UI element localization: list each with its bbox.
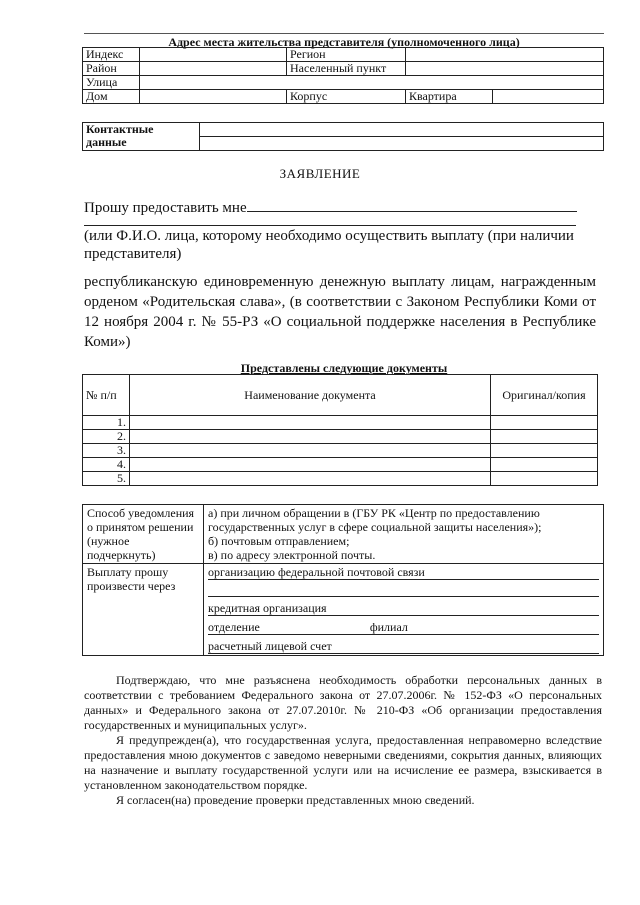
options-table — [82, 504, 604, 656]
apartment-label: Квартира — [406, 90, 493, 104]
row-number: 3. — [83, 444, 130, 458]
pay-account-line[interactable] — [208, 639, 599, 654]
contacts-label — [83, 123, 200, 151]
pay-branch-line[interactable] — [208, 620, 599, 635]
house-field[interactable] — [140, 90, 287, 104]
district-label: Район — [83, 62, 140, 76]
contacts-field-1[interactable] — [200, 123, 604, 137]
document-name-cell[interactable] — [130, 472, 491, 486]
col-type-header: Оригинал/копия — [491, 375, 598, 416]
statement-title: ЗАЯВЛЕНИЕ — [279, 166, 361, 181]
document-type-cell[interactable] — [491, 458, 598, 472]
document-name-cell[interactable] — [130, 458, 491, 472]
col-name-header: Наименование документа — [130, 375, 491, 416]
documents-title: Представлены следующие документы — [240, 361, 448, 375]
recipient-name-field[interactable] — [247, 197, 577, 212]
table-row — [83, 430, 598, 444]
contacts-table — [82, 122, 604, 151]
notify-label: Способ уведомления о принятом решении (нужное подчеркнуть) — [83, 505, 204, 564]
district-field[interactable] — [140, 62, 287, 76]
contacts-field-2[interactable] — [200, 137, 604, 151]
documents-table — [82, 374, 598, 486]
pay-credit-label: кредитная организация — [208, 601, 327, 615]
row-number: 2. — [83, 430, 130, 444]
pay-credit-line[interactable] — [208, 601, 599, 616]
consent-paragraph-3: Я согласен(на) проведение проверки представленных мною сведений. — [116, 793, 475, 807]
consent-paragraph-1: Подтверждаю, что мне разъяснена необходимость обработки персональных данных в соответствии с требованием Федерального закона от 27.07.2006г. № 152-ФЗ «О персональных данных» и Федерального закона от 27.07.2010г. № 210-ФЗ «Об организации предоставления государственных и муниципальных услуг». — [84, 673, 602, 732]
document-type-cell[interactable] — [491, 430, 598, 444]
consent-paragraph-2: Я предупрежден(а), что государственная услуга, предоставленная неправомерно вследствие предоставления мною документов с заведомо неверными сведениями, сокрытия данных, влияющих на назначение и выплату государственной услуги или на исчисление ее размера, взыскивается в установленном законодательством порядке. — [84, 733, 602, 792]
document-type-cell[interactable] — [491, 416, 598, 430]
street-label: Улица — [83, 76, 140, 90]
table-row — [83, 472, 598, 486]
index-label: Индекс — [83, 48, 140, 62]
region-label: Регион — [287, 48, 406, 62]
payment-description: республиканскую единовременную денежную выплату лицам, награжденным орденом «Родительская слава», (в соответствии с Законом Республики Коми от 12 ноября 2004 г. № 55-РЗ «О социальной поддержке населения в Республике Коми») — [84, 274, 596, 350]
address-section-title: Адрес места жительства представителя (уполномоченного лица) — [84, 33, 604, 50]
contacts-label-line2: данные — [86, 135, 127, 149]
col-number-header: № п/п — [83, 375, 130, 416]
document-type-cell[interactable] — [491, 472, 598, 486]
contacts-label-line1: Контактные — [86, 122, 154, 136]
pay-label: Выплату прошу произвести через — [83, 564, 204, 656]
pay-filial-label: филиал — [369, 620, 408, 634]
apartment-field[interactable] — [493, 90, 604, 104]
building-label: Корпус — [287, 90, 406, 104]
table-row — [83, 444, 598, 458]
pay-blank-line[interactable] — [208, 584, 599, 597]
notify-option-b[interactable]: б) почтовым отправлением; — [208, 534, 350, 548]
row-number: 1. — [83, 416, 130, 430]
recipient-name-line2[interactable] — [84, 224, 576, 226]
index-field[interactable] — [140, 48, 287, 62]
request-line — [84, 197, 577, 217]
document-name-cell[interactable] — [130, 430, 491, 444]
document-type-cell[interactable] — [491, 444, 598, 458]
locality-label: Населенный пункт — [287, 62, 406, 76]
request-label: Прошу предоставить мне — [84, 200, 247, 216]
address-table — [82, 47, 604, 104]
locality-field[interactable] — [406, 62, 604, 76]
notify-option-a[interactable]: а) при личном обращении в (ГБУ РК «Центр по предоставлению государственных услуг в сфере социальной защиты населения»); — [208, 506, 542, 534]
notify-option-c[interactable]: в) по адресу электронной почты. — [208, 548, 376, 562]
document-name-cell[interactable] — [130, 444, 491, 458]
street-field[interactable] — [140, 76, 604, 90]
document-name-cell[interactable] — [130, 416, 491, 430]
house-label: Дом — [83, 90, 140, 104]
recipient-note: (или Ф.И.О. лица, которому необходимо осуществить выплату (при наличии представителя) — [84, 228, 574, 262]
pay-postal-label: организацию федеральной почтовой связи — [208, 565, 425, 579]
row-number: 4. — [83, 458, 130, 472]
table-row — [83, 416, 598, 430]
pay-account-label: расчетный лицевой счет — [208, 639, 332, 653]
table-row — [83, 458, 598, 472]
consent-block — [84, 673, 602, 808]
pay-branch-label: отделение — [208, 620, 260, 634]
row-number: 5. — [83, 472, 130, 486]
region-field[interactable] — [406, 48, 604, 62]
pay-postal-line[interactable] — [208, 565, 599, 580]
